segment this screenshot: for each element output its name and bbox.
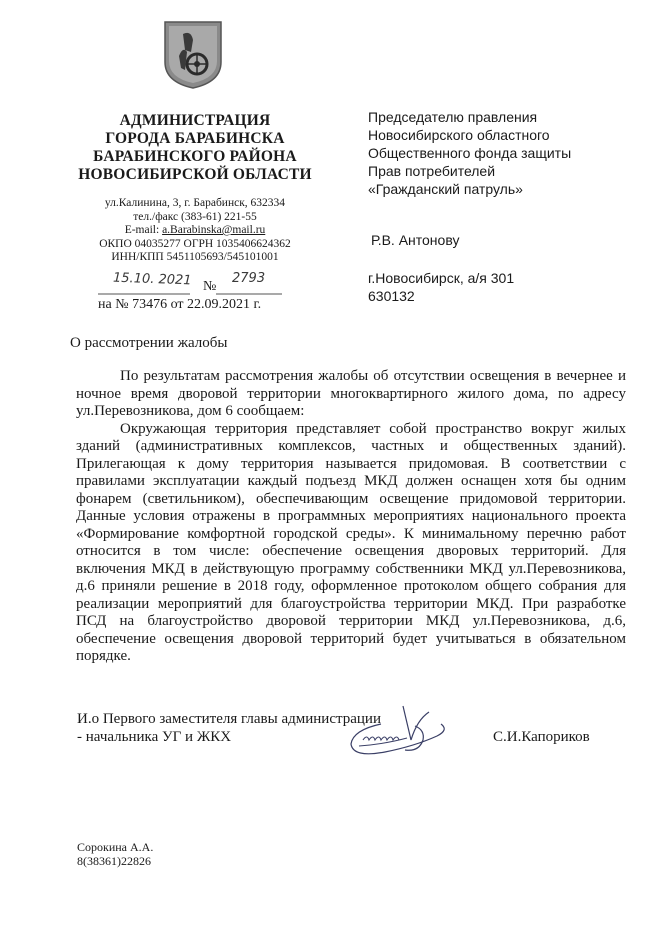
org-address: ул.Калинина, 3, г. Барабинск, 632334	[104, 197, 286, 209]
registration-number-label: №	[203, 279, 217, 294]
org-inn: ИНН/КПП 5451105693/545101001	[111, 251, 279, 263]
body-paragraph: По результатам рассмотрения жалобы об отсутствии освещения в вечернее и ночное время дворовой территории многоквартирного жилого дома, по адресу ул.Перевозникова, дом 6 сообщаем:	[76, 368, 626, 419]
signer-title-line: - начальника УГ и ЖКХ	[77, 729, 232, 745]
org-line: БАРАБИНСКОГО РАЙОНА	[93, 148, 297, 165]
org-email-line	[70, 224, 320, 238]
addressee-block	[368, 108, 638, 198]
org-okpo: ОКПО 04035277 ОГРН 1035406624362	[99, 237, 291, 250]
organization-contacts	[70, 197, 320, 265]
executor-phone: 8(38361)22826	[77, 854, 151, 868]
executor-block	[77, 840, 153, 868]
org-line: ГОРОДА БАРАБИНСКА	[105, 130, 285, 147]
signer-title	[77, 710, 381, 746]
signer-title-line: И.о Первого заместителя главы администрации	[77, 711, 381, 727]
addressee-postal	[368, 269, 514, 305]
executor-name: Сорокина А.А.	[77, 840, 154, 854]
letter-body	[76, 368, 626, 666]
body-paragraph: Окружающая территория представляет собой пространство вокруг жилых зданий (административных комплексов, частных и общественных зданий). Прилегающая к дому территория называется придомовая. В соответствии с правилами эксплуатации каждый подъезд МКД должен оснащен хотя бы одним фонарем (светильником), обеспечивающим освещение придомовой территории. Данные условия отражены в программных мероприятиях национального проекта «Формирование комфортной городской среды». К минимальному перечню работ относится в том числе: обеспечение освещения дворовых территорий. Для включения МКД в действующую программу собственники МКД ул.Перевозникова, д.6 приняли решение в 2018 году, оформленное протоколом общего собрания для реализации мероприятий для благоустройства территории МКД. При разработке ПСД на благоустройство дворовой территории МКД ул.Перевозникова, д.6, обеспечение освещения дворовой территорий будет учитываться в обязательном порядке.	[76, 420, 626, 664]
email-link[interactable]: a.Barabinska@mail.ru	[162, 224, 266, 236]
addressee-line: Общественного фонда защиты	[368, 145, 572, 161]
addressee-line: Новосибирского областного	[368, 127, 550, 143]
addressee-line: Председателю правления	[368, 109, 538, 125]
email-label: E-mail:	[124, 224, 163, 236]
coat-of-arms-emblem	[163, 20, 223, 90]
org-line: АДМИНИСТРАЦИЯ	[119, 112, 271, 129]
addressee-line: «Гражданский патруль»	[368, 181, 523, 197]
registration-number: 2793	[232, 271, 266, 286]
registration-date: 15.10. 2021	[112, 270, 192, 289]
handwritten-signature	[345, 700, 485, 760]
signer-name: С.И.Капориков	[493, 729, 590, 745]
addressee-person: Р.В. Антонову	[371, 232, 460, 248]
org-phone: тел./факс (383-61) 221-55	[133, 210, 257, 223]
org-line: НОВОСИБИРСКОЙ ОБЛАСТИ	[78, 166, 312, 183]
letter-subject: О рассмотрении жалобы	[70, 335, 228, 351]
addressee-line: Прав потребителей	[368, 163, 496, 179]
organization-name	[70, 112, 320, 184]
reference-line: на № 73476 от 22.09.2021 г.	[98, 297, 262, 312]
postal-line: 630132	[368, 288, 415, 304]
postal-line: г.Новосибирск, а/я 301	[368, 270, 515, 286]
